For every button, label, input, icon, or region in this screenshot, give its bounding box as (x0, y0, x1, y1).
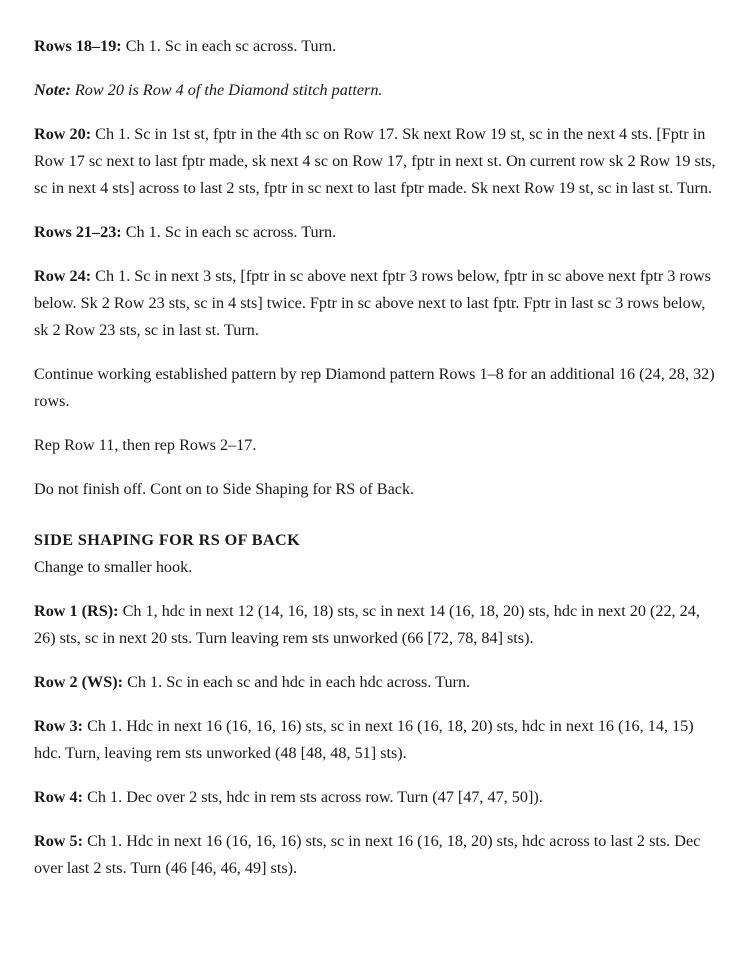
row-text: Ch 1. Sc in 1st st, fptr in the 4th sc on Row 17. Sk next Row 19 st, sc in the next 4 sts. [Fptr in Row 17 sc next to last fptr made, sk next 4 sc on Row 17, fptr in next st. On current row sk 2 Row 19 sts, sc in next 4 sts] across to last 2 sts, fptr in sc next to last fptr made. Sk next Row 19 st, sc in last st. Turn. (34, 125, 716, 197)
row-text: Ch 1. Hdc in next 16 (16, 16, 16) sts, sc in next 16 (16, 18, 20) sts, hdc across to last 2 sts. Dec over last 2 sts. Turn (46 [46, 46, 49] sts). (34, 832, 701, 877)
paragraph-text: Rep Row 11, then rep Rows 2–17. (34, 436, 257, 454)
paragraph-text: Do not finish off. Cont on to Side Shaping for RS of Back. (34, 480, 415, 498)
section-heading: SIDE SHAPING FOR RS OF BACK (34, 531, 301, 549)
row-text: Ch 1. Sc in each sc and hdc in each hdc across. Turn. (123, 673, 471, 691)
row-text: Ch 1. Sc in each sc across. Turn. (121, 223, 337, 241)
instruction-finish (34, 476, 716, 503)
paragraph-text: Continue working established pattern by rep Diamond pattern Rows 1–8 for an additional 16 (24, 28, 32) rows. (34, 365, 715, 410)
row-text: Ch 1. Sc in next 3 sts, [fptr in sc above next fptr 3 rows below, fptr in sc above next fptr 3 rows below. Sk 2 Row 23 sts, sc in 4 sts] twice. Fptr in sc above next to last fptr. Fptr in last sc 3 rows below, sk 2 Row 23 sts, sc in last st. Turn. (34, 267, 711, 339)
row-text: Ch 1. Sc in each sc across. Turn. (121, 37, 337, 55)
instruction-row-24 (34, 263, 716, 344)
row-label: Rows 21–23: (34, 223, 122, 241)
instruction-row-20 (34, 121, 716, 202)
shaping-row-2 (34, 669, 716, 696)
instruction-note (34, 77, 716, 104)
instruction-repeat (34, 432, 716, 459)
paragraph-text: Change to smaller hook. (34, 558, 193, 576)
shaping-row-5 (34, 828, 716, 882)
row-label: Row 2 (WS): (34, 673, 124, 691)
row-text: Ch 1. Hdc in next 16 (16, 16, 16) sts, sc in next 16 (16, 18, 20) sts, hdc in next 16 (16, 14, 15) hdc. Turn, leaving rem sts unworked (48 [48, 48, 51] sts). (34, 717, 694, 762)
row-text: Ch 1. Dec over 2 sts, hdc in rem sts across row. Turn (47 [47, 47, 50]). (83, 788, 543, 806)
shaping-row-3 (34, 713, 716, 767)
row-label: Rows 18–19: (34, 37, 122, 55)
row-label: Row 24: (34, 267, 92, 285)
instruction-continue (34, 361, 716, 415)
row-label: Row 3: (34, 717, 84, 735)
document-page (34, 33, 716, 899)
shaping-row-4 (34, 784, 716, 811)
shaping-row-1 (34, 598, 716, 652)
instruction-rows-18-19 (34, 33, 716, 60)
row-label: Row 20: (34, 125, 92, 143)
instruction-rows-21-23 (34, 219, 716, 246)
row-label: Row 1 (RS): (34, 602, 119, 620)
note-text: Row 20 is Row 4 of the Diamond stitch pattern. (70, 81, 383, 99)
row-label: Row 4: (34, 788, 84, 806)
note-label: Note: (34, 81, 71, 99)
row-text: Ch 1, hdc in next 12 (14, 16, 18) sts, sc in next 14 (16, 18, 20) sts, hdc in next 20 (22, 24, 26) sts, sc in next 20 sts. Turn leaving rem sts unworked (66 [72, 78, 84] sts). (34, 602, 700, 647)
row-label: Row 5: (34, 832, 84, 850)
section-intro (34, 554, 716, 581)
